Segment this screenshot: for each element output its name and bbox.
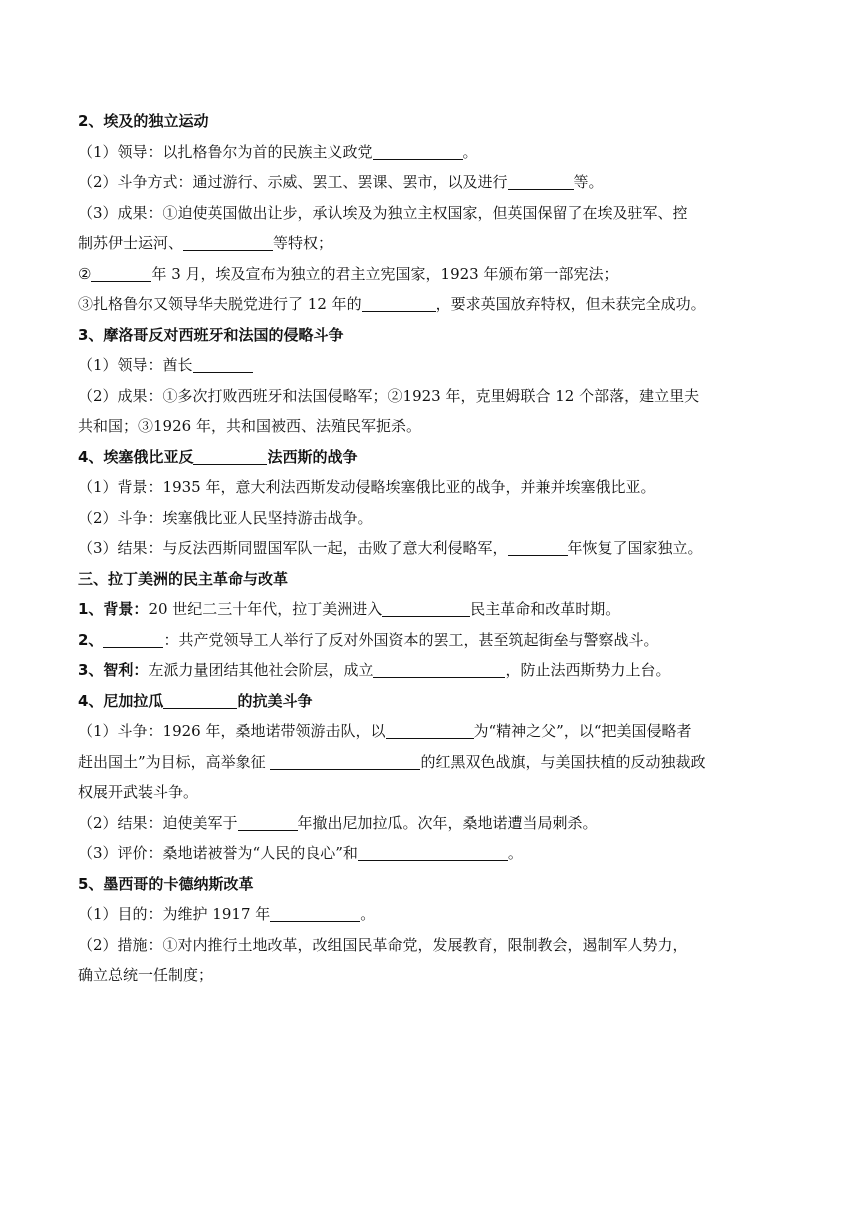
ethiopia-result: （3）结果：与反法西斯同盟国军队一起，击败了意大利侵略军， 年恢复了国家独立。 [78,539,703,557]
fill-blank[interactable] [373,659,505,678]
egypt-results-line-cont: 制苏伊士运河、 等特权； [78,234,334,252]
la-item-2: 2、 ：共产党领导工人举行了反对外国资本的罢工，甚至筑起街垒与警察战斗。 [78,630,659,649]
fill-blank[interactable] [270,751,420,770]
fill-blank[interactable] [382,598,470,617]
fill-blank[interactable] [373,141,463,160]
fill-blank[interactable] [508,537,568,556]
fill-blank[interactable] [91,263,151,282]
ethiopia-background: （1）背景：1935 年，意大利法西斯发动侵略埃塞俄比亚的战争，并兼并埃塞俄比亚。 [78,478,656,496]
section-title-nicaragua: 4、尼加拉瓜 的抗美斗争 [78,691,313,710]
section-title-mexico: 5、墨西哥的卡德纳斯改革 [78,874,254,893]
fill-blank[interactable] [103,629,163,648]
nicaragua-struggle-cont2: 权展开武装斗争。 [78,783,199,801]
nicaragua-struggle: （1）斗争：1926 年，桑地诺带领游击队，以 为“精神之父”，以“把美国侵略者 [78,722,692,740]
fill-blank[interactable] [270,903,360,922]
mexico-measures-cont: 确立总统一任制度； [78,966,214,984]
egypt-result-2: ② 年 3 月，埃及宣布为独立的君主立宪国家，1923 年颁布第一部宪法； [78,264,619,283]
fill-blank[interactable] [163,690,237,709]
la-chile: 3、智利：左派力量团结其他社会阶层，成立 ，防止法西斯势力上台。 [78,661,671,679]
egypt-results-line: （3）成果：①迫使英国做出让步，承认埃及为独立主权国家，但英国保留了在埃及驻军、控 [78,203,688,222]
mexico-measures: （2）措施：①对内推行土地改革，改组国民革命党，发展教育，限制教会，遏制军人势力， [78,935,688,954]
morocco-results-line: （2）成果：①多次打败西班牙和法国侵略军；②1923 年，克里姆联合 12 个部落，建立里夫 [78,386,700,405]
section-title-morocco: 3、摩洛哥反对西班牙和法国的侵略斗争 [78,325,344,344]
section-title-latin-america: 三、拉丁美洲的民主革命与改革 [78,569,289,588]
la-background: 1、背景：20 世纪二三十年代，拉丁美洲进入 民主革命和改革时期。 [78,600,621,618]
morocco-results-line-cont: 共和国；③1926 年，共和国被西、法殖民军扼杀。 [78,417,421,435]
mexico-purpose: （1）目的：为维护 1917 年 。 [78,905,376,923]
fill-blank[interactable] [193,354,253,373]
nicaragua-struggle-cont: 赶出国土”为目标，高举象征 的红黑双色战旗，与美国扶植的反动独裁政 [78,752,706,771]
section-title-egypt: 2、埃及的独立运动 [78,112,209,130]
nicaragua-evaluation: （3）评价：桑地诺被誉为“人民的良心”和 。 [78,844,523,862]
fill-blank[interactable] [358,842,508,861]
fill-blank[interactable] [362,293,436,312]
egypt-leader-line: （1）领导：以扎格鲁尔为首的民族主义政党 。 [78,142,478,161]
egypt-methods-line: （2）斗争方式：通过游行、示威、罢工、罢课、罢市，以及进行 等。 [78,173,604,191]
fill-blank[interactable] [238,812,298,831]
morocco-leader-line: （1）领导：酋长 [78,350,782,381]
fill-blank[interactable] [183,232,273,251]
egypt-result-3: ③扎格鲁尔又领导华夫脱党进行了 12 年的 ，要求英国放弃特权，但未获完全成功。 [78,295,706,313]
nicaragua-result: （2）结果：迫使美军于 年撤出尼加拉瓜。次年，桑地诺遭当局刺杀。 [78,813,598,832]
fill-blank[interactable] [508,171,574,190]
fill-blank[interactable] [193,446,267,465]
fill-blank[interactable] [386,720,474,739]
ethiopia-struggle: （2）斗争：埃塞俄比亚人民坚持游击战争。 [78,508,373,527]
section-title-ethiopia: 4、埃塞俄比亚反 法西斯的战争 [78,447,358,466]
